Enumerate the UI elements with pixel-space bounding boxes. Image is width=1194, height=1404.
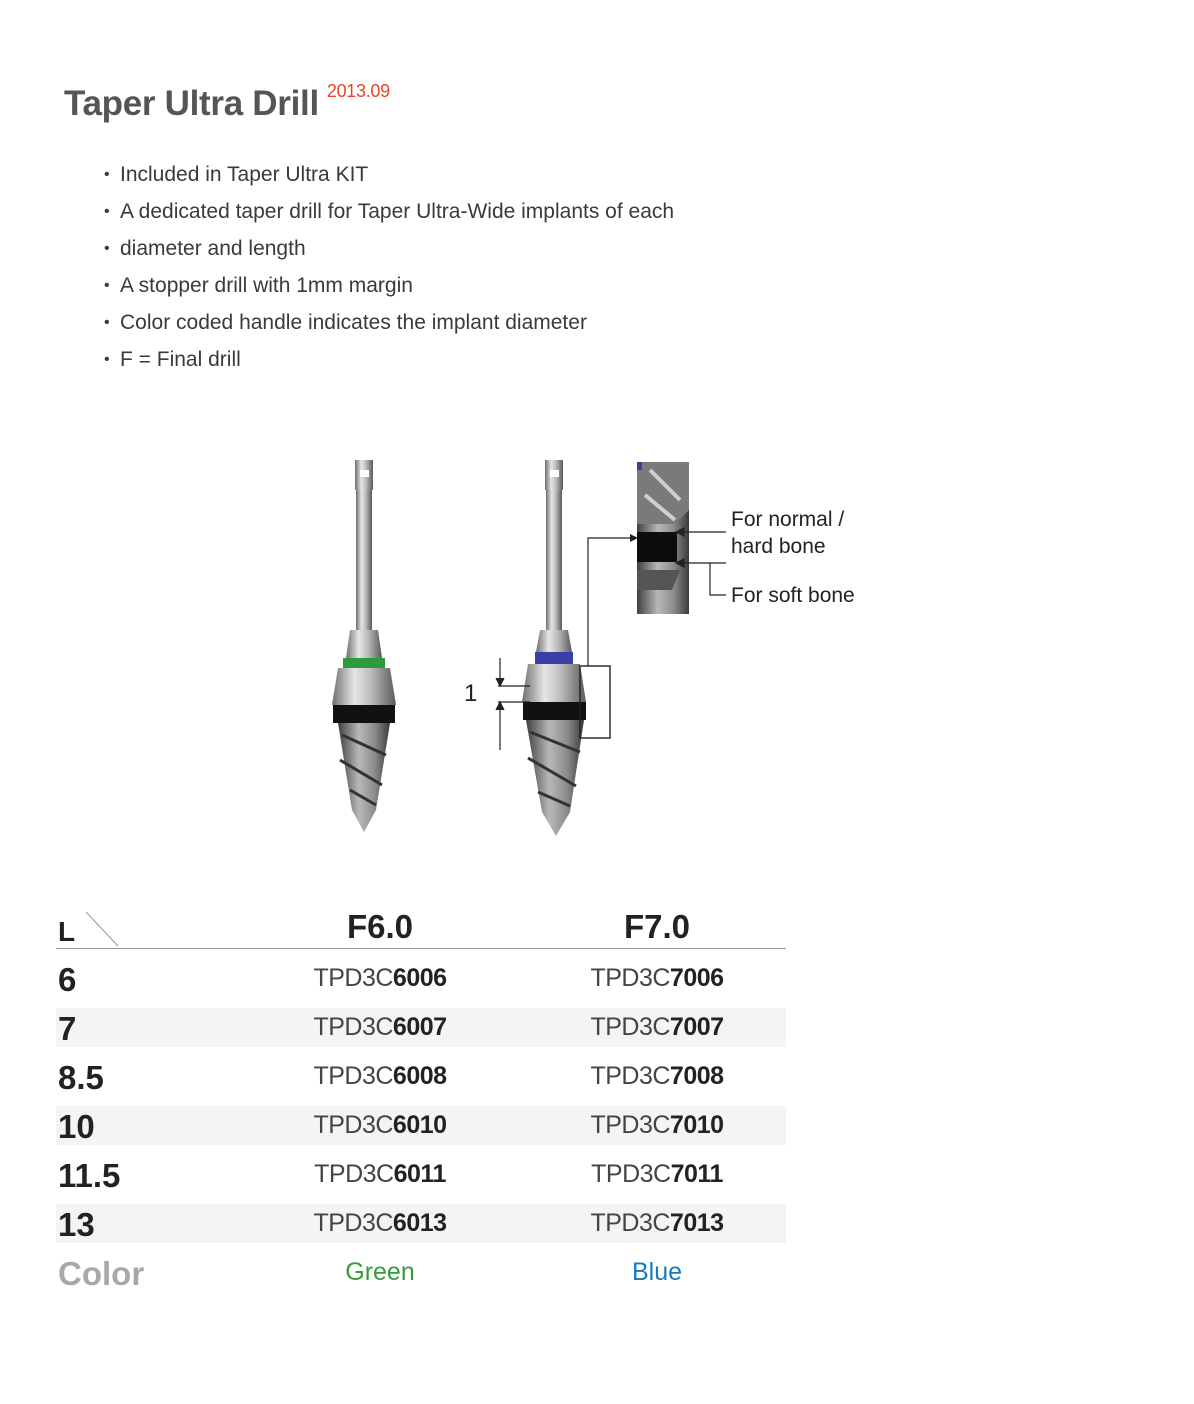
callout-soft-bone: For soft bone <box>731 584 855 607</box>
table-header <box>56 900 786 949</box>
drill-f6-color-band <box>343 658 385 668</box>
feature-item: • Color coded handle indicates the implant diameter <box>104 304 744 341</box>
column-header-f7: F7.0 <box>623 908 691 945</box>
code-cell: TPD3C6007 <box>313 1013 447 1041</box>
feature-item: • A stopper drill with 1mm margin <box>104 267 744 304</box>
length-cell: 8.5 <box>58 1059 104 1096</box>
color-label: Color <box>58 1255 145 1292</box>
code-cell: TPD3C7007 <box>590 1013 724 1041</box>
feature-list <box>104 156 744 378</box>
page-title <box>64 81 390 124</box>
table-row <box>56 1008 786 1047</box>
drill-f6 <box>332 460 396 832</box>
dimension-label: 1 <box>464 680 478 707</box>
length-cell: 6 <box>58 961 77 998</box>
code-cell: TPD3C7010 <box>590 1111 724 1139</box>
detail-leader <box>588 538 634 666</box>
code-cell: TPD3C7008 <box>590 1062 724 1090</box>
code-cell: TPD3C7006 <box>590 964 724 992</box>
drill-f7-color-band <box>535 652 573 664</box>
drill-f7 <box>522 460 586 836</box>
length-cell: 7 <box>58 1010 77 1047</box>
corner-diagonal <box>84 912 120 948</box>
callout-normal-bone <box>731 506 844 560</box>
feature-item-continuation <box>104 230 744 267</box>
table-row <box>56 1155 786 1194</box>
feature-item: • F = Final drill <box>104 341 744 378</box>
drill-drawing <box>280 440 920 860</box>
code-cell: TPD3C6006 <box>313 964 447 992</box>
code-cell: TPD3C7013 <box>590 1209 724 1237</box>
length-cell: 10 <box>58 1108 95 1145</box>
drill-illustration <box>280 440 920 860</box>
column-header-f6: F6.0 <box>346 908 414 945</box>
detail-inset <box>637 462 689 614</box>
code-cell: TPD3C6013 <box>313 1209 447 1237</box>
table-row <box>56 1106 786 1145</box>
code-cell: TPD3C6008 <box>313 1062 447 1090</box>
date-label: 2013.09 <box>326 81 390 101</box>
product-table <box>56 900 786 1292</box>
code-cell: TPD3C7011 <box>591 1160 723 1188</box>
title-text: Taper Ultra Drill <box>64 84 319 123</box>
length-cell: 13 <box>58 1206 95 1243</box>
drill-f6-stopper <box>333 705 395 723</box>
callout-normal-line1: For normal / <box>731 508 845 531</box>
drill-f7-stopper <box>523 702 586 720</box>
feature-item: • A dedicated taper drill for Taper Ultra-Wide implants of each <box>104 193 744 230</box>
length-cell: 11.5 <box>58 1157 121 1194</box>
table-row <box>56 1057 786 1096</box>
color-row <box>56 1253 786 1292</box>
code-cell: TPD3C6010 <box>313 1111 447 1139</box>
feature-item: • Included in Taper Ultra KIT <box>104 156 744 193</box>
callout-normal-line2: hard bone <box>731 535 826 558</box>
table-row <box>56 1204 786 1243</box>
table-row <box>56 959 786 998</box>
color-blue: Blue <box>631 1258 683 1286</box>
length-corner-label: L <box>58 916 76 947</box>
feature-continuation-text: diameter and length <box>120 237 306 260</box>
color-green: Green <box>345 1258 415 1286</box>
code-cell: TPD3C6011 <box>314 1160 446 1188</box>
